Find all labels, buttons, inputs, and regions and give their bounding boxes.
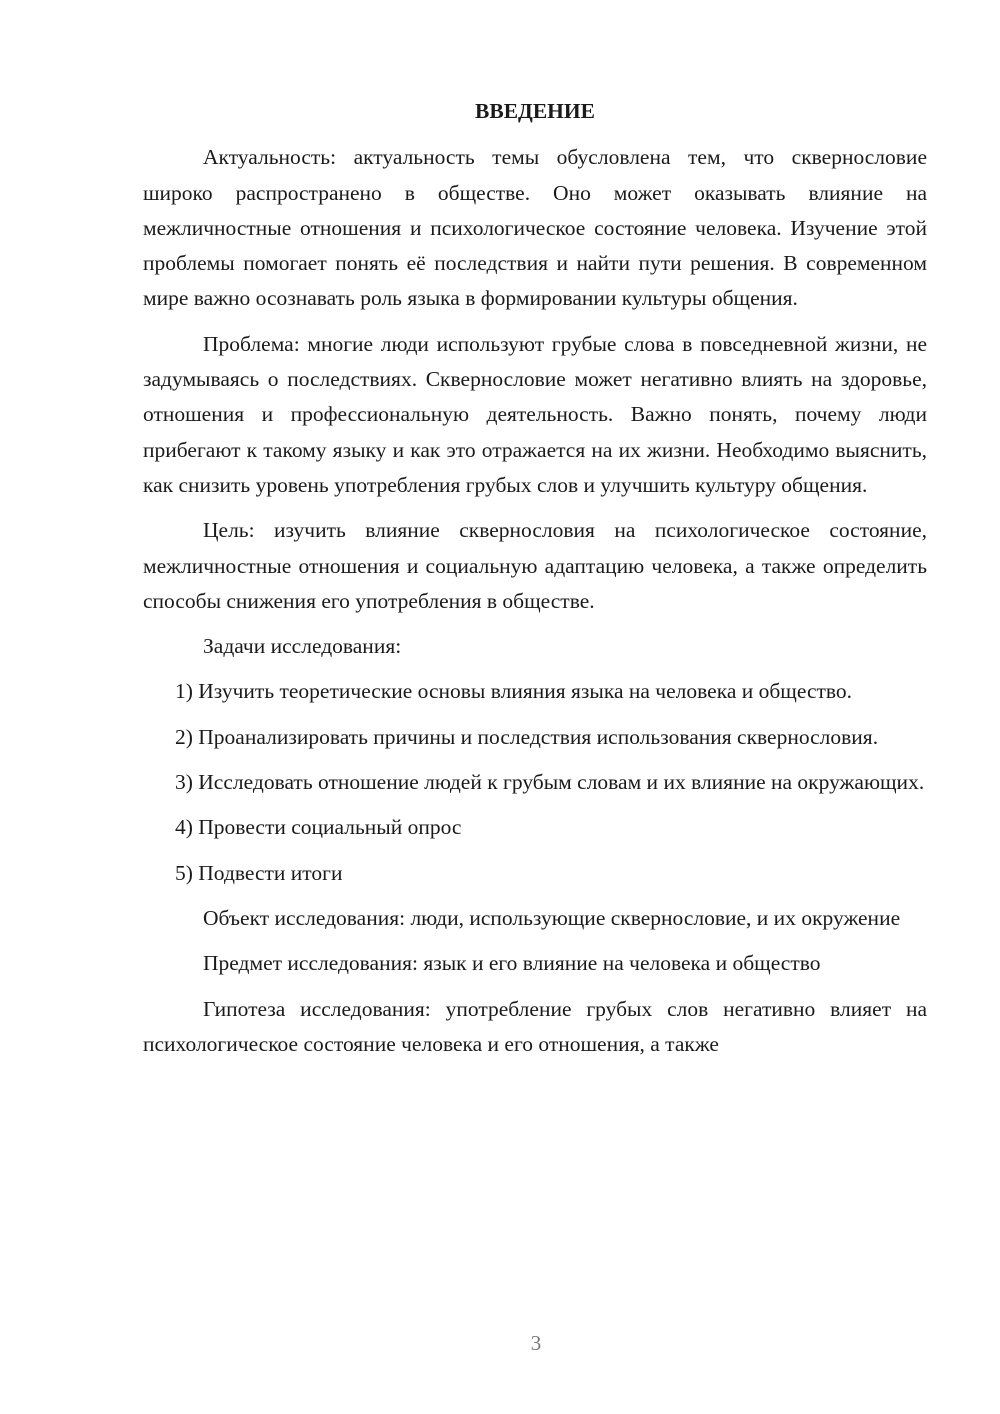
tasks-heading: Задачи исследования: [203, 634, 402, 659]
object-paragraph: Объект исследования: люди, использующие сквернословие, и их окружение [203, 905, 901, 930]
task-item-5: 5) Подвести итоги [175, 860, 343, 885]
goal-paragraph: Цель: изучить влияние сквернословия на психологическое состояние, межличностные отношения и социальную адаптацию человека, а также определить способы снижения его употребления в обществе. [143, 518, 927, 613]
relevance-paragraph: Актуальность: актуальность темы обусловлена тем, что сквернословие широко распространено в обществе. Оно может оказывать влияние на межличностные отношения и психологическое состояние человека. Изучение этой проблемы помогает понять её последствия и найти пути решения. В современном мире важно осознавать роль языка в формировании культуры общения. [143, 145, 927, 311]
page-number: 3 [530, 1331, 542, 1355]
document-page [143, 94, 927, 1072]
task-item-2: 2) Проанализировать причины и последствия использования сквернословия. [175, 724, 879, 749]
hypothesis-paragraph: Гипотеза исследования: употребление грубых слов негативно влияет на психологическое состояние человека и его отношения, а также [143, 996, 927, 1056]
section-heading: ВВЕДЕНИЕ [475, 99, 595, 123]
subject-paragraph: Предмет исследования: язык и его влияние на человека и общество [203, 951, 821, 976]
task-item-3: 3) Исследовать отношение людей к грубым словам и их влияние на окружающих. [175, 770, 925, 795]
task-item-4: 4) Провести социальный опрос [175, 815, 462, 840]
problem-paragraph: Проблема: многие люди используют грубые слова в повседневной жизни, не задумываясь о последствиях. Сквернословие может негативно влиять на здоровье, отношения и профессиональную деятельность. Важно понять, почему люди прибегают к такому языку и как это отражается на их жизни. Необходимо выяснить, как снизить уровень употребления грубых слов и улучшить культуру общения. [143, 331, 927, 497]
task-item-1: 1) Изучить теоретические основы влияния языка на человека и общество. [175, 679, 853, 704]
